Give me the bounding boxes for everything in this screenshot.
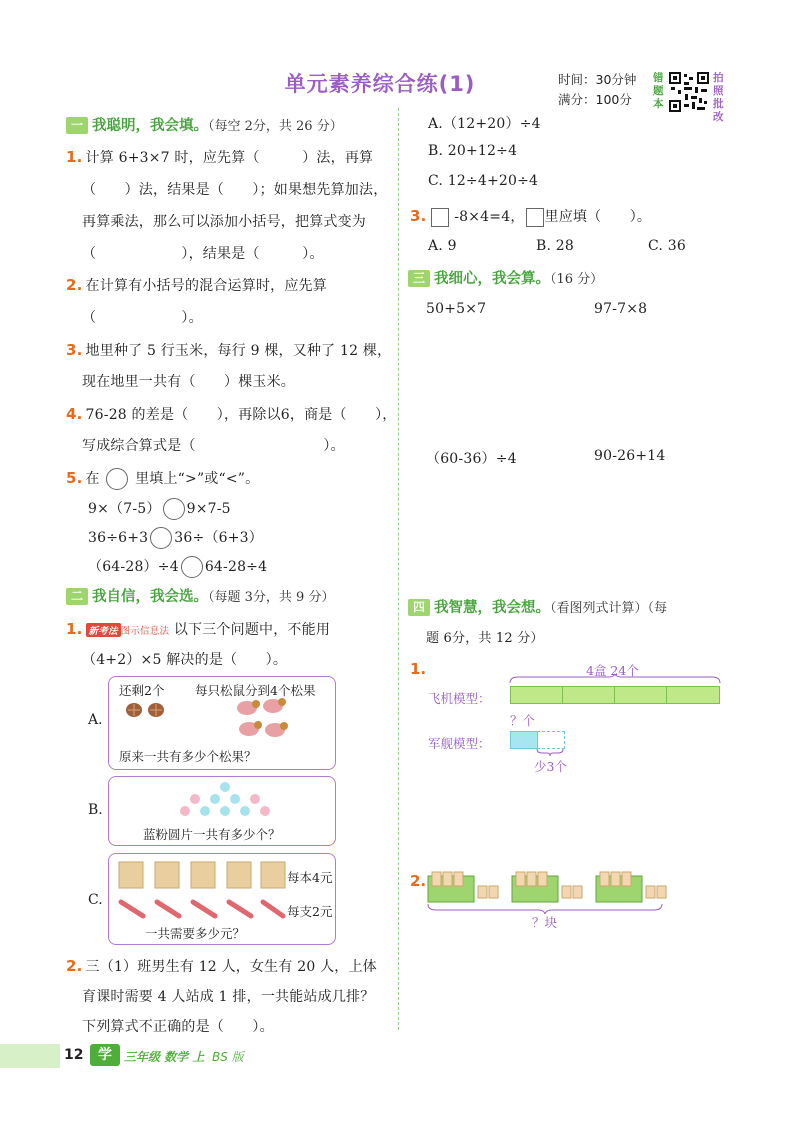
calc-expression-3: （60-36）÷4: [426, 451, 517, 467]
footer-edition: BS 版: [212, 1050, 244, 1064]
s2-q3-stem: 3. -8×4=4， 里应填（ ）。: [410, 207, 652, 225]
s2-q1-line2: （4+2）×5 解决的是（ ）。: [82, 652, 288, 668]
option-c-pen-price: 每支2元: [287, 904, 333, 919]
option-b-label: B.: [88, 802, 103, 818]
ship-model-bar: [510, 731, 538, 749]
s1-q5-row1: 9×（7-5） 9×7-5: [88, 498, 231, 520]
answer-square-2[interactable]: [526, 208, 544, 227]
answer-circle-3[interactable]: [181, 556, 203, 578]
option-c-box[interactable]: [108, 853, 336, 945]
full-score: 满分：100分: [558, 92, 632, 107]
qr-code-icon[interactable]: [669, 72, 709, 112]
s2-q3-option-a[interactable]: A. 9: [428, 238, 457, 254]
qr-left-label: 错题本: [653, 72, 664, 110]
section2-title: 我自信，我会选。: [92, 589, 208, 605]
section3-heading: [408, 267, 603, 288]
s4-p1-number: 1.: [410, 660, 427, 678]
brand-logo: 学: [90, 1044, 120, 1066]
section1-number: 一: [66, 117, 88, 134]
page-title: 单元素养综合练(1): [284, 72, 476, 96]
option-a-each-squirrel: 每只松鼠分到4个松果: [195, 683, 316, 698]
option-a-box[interactable]: [108, 676, 336, 770]
section3-title: 我细心，我会算。: [434, 271, 550, 287]
s2-q3-option-b[interactable]: B. 28: [536, 238, 575, 254]
s1-q1-line2: （ ）法，结果是（ ）；如果想先算加法，: [82, 182, 388, 198]
s1-q4-line2: 写成综合算式是（ ）。: [82, 438, 345, 454]
footer-grade: 三年级 数学 上: [124, 1050, 205, 1064]
section2-heading: [66, 585, 334, 606]
section3-number: 三: [408, 270, 430, 287]
qr-right-label: 拍照批改: [713, 72, 724, 123]
s1-q5-row2: 36÷6+3 36÷（6+3）: [88, 527, 263, 549]
less-brace-icon: [536, 748, 564, 756]
answer-circle-1[interactable]: [163, 498, 185, 520]
s4-ship-unknown-label: ？个: [510, 713, 536, 728]
section2-note: （每题 3分，共 9 分）: [208, 590, 335, 605]
answer-circle-2[interactable]: [150, 527, 172, 549]
ship-model-missing-bar: [537, 731, 565, 749]
section1-title: 我聪明，我会填。: [92, 118, 208, 134]
s1-q4-line1: 4. 76-28 的差是（ ），再除以6，商是（ ），: [66, 405, 397, 423]
section3-note: （16 分）: [550, 272, 604, 287]
section4-number: 四: [408, 599, 430, 616]
section4-title: 我智慧，我会想。: [434, 600, 550, 616]
option-a-label: A.: [88, 712, 103, 728]
column-divider: [398, 108, 399, 1030]
footer-stripe: [0, 1044, 60, 1068]
calc-expression-4: 90-26+14: [594, 448, 666, 464]
s2-q1-line1: 1. 新考法 图示信息法 以下三个问题中，不能用: [66, 620, 331, 638]
s1-q5-stem: 5. 在 里填上“>”或“<”。: [66, 468, 259, 490]
s4-p2-unknown-label: ？块: [532, 915, 558, 930]
s4-p2-number: 2.: [410, 872, 427, 890]
s1-q1-line1: 1. 计算 6+3×7 时，应先算（ ）法，再算: [66, 148, 374, 166]
s4-less-label: 少3个: [534, 759, 567, 774]
section4-note-1: （看图列式计算）（每: [550, 601, 668, 616]
notebooks-and-pens-icon: [117, 860, 287, 924]
s1-q1-line4: （ ），结果是（ ）。: [82, 246, 324, 262]
option-c-notebook-price: 每本4元: [287, 870, 333, 885]
s4-plane-label: 飞机模型：: [428, 691, 491, 706]
circle-pieces-triangle-icon: [175, 781, 275, 821]
s2-q2-option-a[interactable]: A.（12+20）÷4: [428, 116, 541, 132]
s2-q2-line1: 2. 三（1）班男生有 12 人，女生有 20 人，上体: [66, 957, 377, 975]
s4-p1-total-label: 4盒 24个: [586, 663, 639, 678]
s1-q5-row3: （64-28）÷4 64-28÷4: [88, 556, 267, 578]
s2-q2-option-b[interactable]: B. 20+12÷4: [428, 143, 518, 159]
section1-note: （每空 2分，共 26 分）: [208, 119, 343, 134]
s1-q3-line1: 3. 地里种了 5 行玉米，每行 9 棵，又种了 12 棵，: [66, 341, 392, 359]
section1-heading: [66, 114, 343, 135]
section2-number: 二: [66, 588, 88, 605]
calc-expression-1: 50+5×7: [426, 301, 487, 317]
plane-model-bar: [510, 686, 720, 704]
option-b-question: 蓝粉圆片一共有多少个？: [143, 827, 281, 842]
option-c-label: C.: [88, 892, 103, 908]
new-method-tag: 新考法: [86, 623, 121, 637]
total-brace-icon: [508, 674, 722, 684]
s1-q3-line2: 现在地里一共有（ ）棵玉米。: [82, 374, 295, 390]
calc-expression-2: 97-7×8: [594, 301, 648, 317]
s1-q2-line1: 2. 在计算有小括号的混合运算时，应先算: [66, 276, 327, 294]
s2-q3-option-c[interactable]: C. 36: [648, 238, 686, 254]
footer: [0, 1044, 800, 1072]
section4-note-2: 题 6分，共 12 分）: [426, 631, 544, 646]
option-b-box[interactable]: [108, 776, 336, 846]
page-number: 12: [64, 1047, 84, 1063]
s1-q1-line3: 再算乘法，那么可以添加小括号，把算式变为: [82, 214, 366, 230]
option-c-question: 一共需要多少元？: [145, 926, 246, 941]
time-limit: 时间：30分钟: [558, 72, 637, 87]
pinecone-icon: [125, 701, 169, 719]
s1-q2-line2: （ ）。: [82, 310, 203, 326]
compare-circle-icon: [106, 468, 128, 490]
s2-q2-line3: 下列算式不正确的是（ ）。: [82, 1019, 274, 1035]
s4-ship-label: 军舰模型：: [428, 736, 491, 751]
s2-q2-line2: 育课时需要 4 人站成 1 排，一共能站成几排？: [82, 989, 375, 1005]
section4-heading: [408, 596, 667, 617]
s2-q2-option-c[interactable]: C. 12÷4+20÷4: [428, 173, 539, 189]
answer-square-1[interactable]: [431, 208, 449, 227]
option-a-question: 原来一共有多少个松果？: [119, 749, 257, 764]
method-name-tag: 图示信息法: [120, 626, 170, 637]
option-a-remaining: 还剩2个: [119, 683, 165, 698]
squirrel-icon: [235, 697, 305, 741]
